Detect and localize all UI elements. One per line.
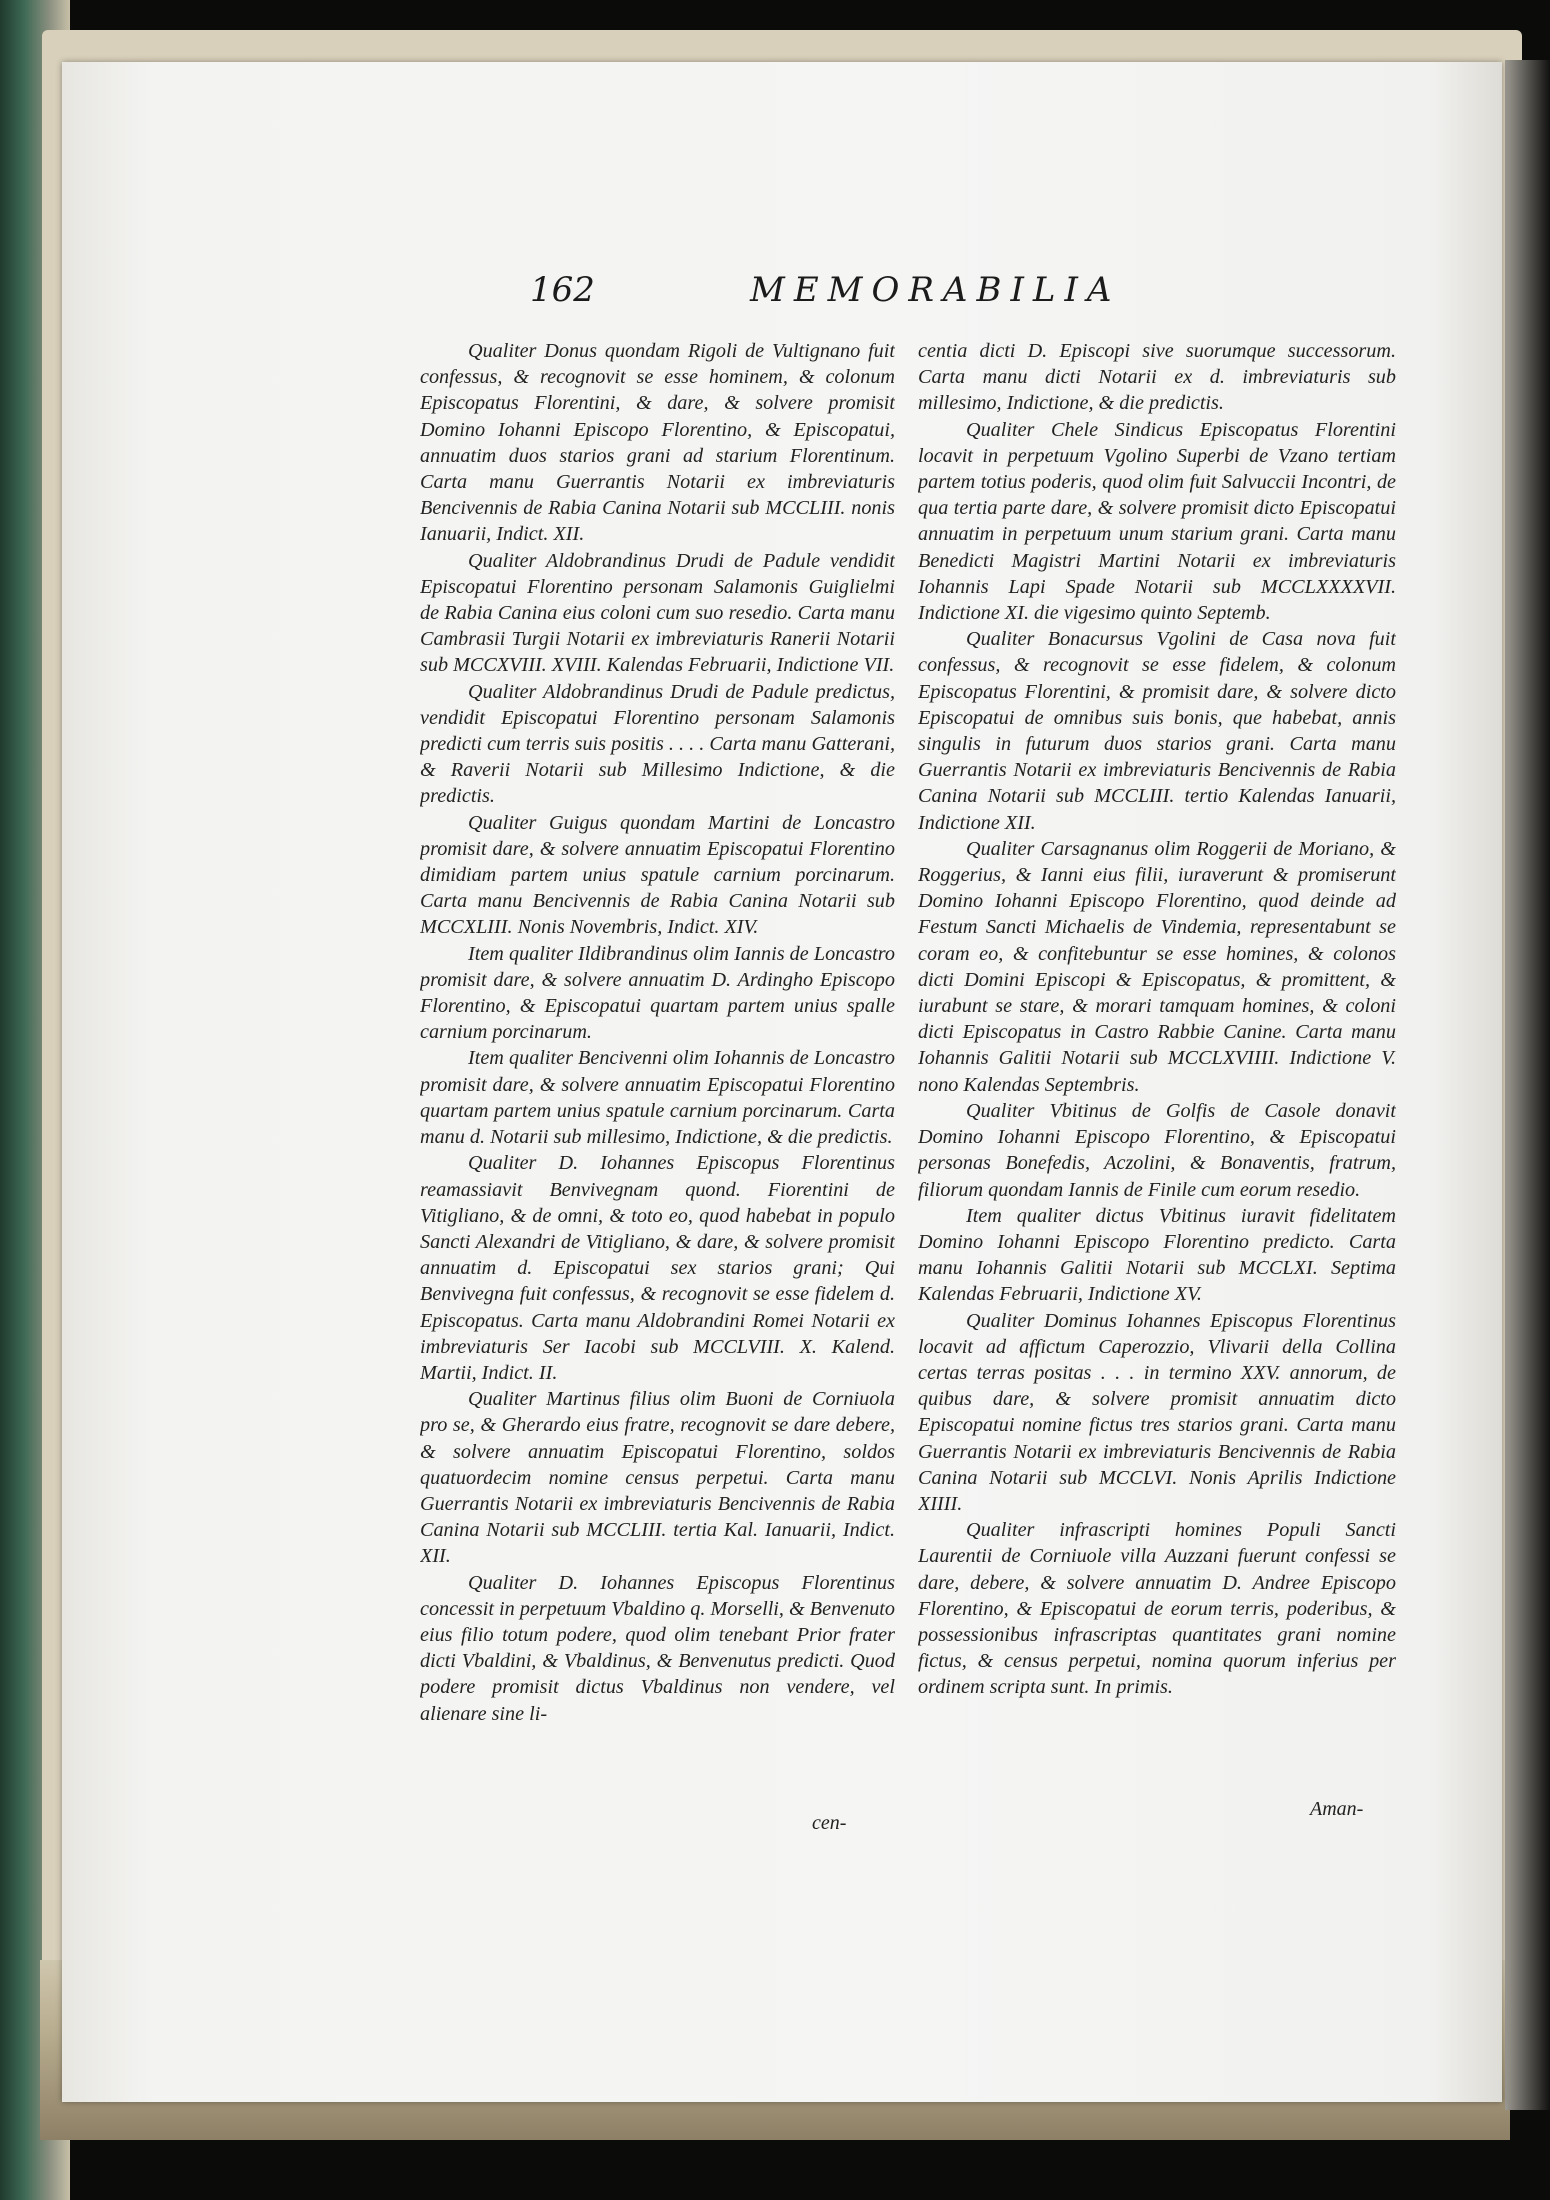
paragraph: Qualiter Martinus filius olim Buoni de Corniuola pro se, & Gherardo eius fratre, recognovit se dare debere, & solvere annuatim Episcopatui Florentino, soldos quatuordecim nomine census perpetui. Carta manu Guerrantis Notarii ex imbreviaturis Bencivennis de Rabia Canina Notarii sub MCCLIII. tertia Kal. Ianuarii, Indict. XII. [420, 1388, 895, 1568]
paragraph: centia dicti D. Episcopi sive suorumque successorum. Carta manu dicti Notarii ex d. imbreviaturis sub millesimo, Indictione, & die predictis. [918, 340, 1396, 415]
paragraph: Qualiter Donus quondam Rigoli de Vultignano fuit confessus, & recognovit se esse hominem, & colonum Episcopatus Florentini, & dare, & solvere promisit Domino Iohanni Episcopo Florentino, & Episcopatui, annuatim duos starios grani ad starium Florentinum. Carta manu Guerrantis Notarii ex imbreviaturis Bencivennis de Rabia Canina Notarii sub MCCLIII. nonis Ianuarii, Indict. XII. [420, 340, 895, 546]
paragraph: Qualiter infrascripti homines Populi Sancti Laurentii de Corniuole villa Auzzani fuerunt confessi se dare, debere, & solvere annuatim D. Andree Episcopo Florentino, & Episcopatui de eorum terris, poderibus, & possessionibus infrascriptas quantitates grani nomine fictus, & census perpetui, nomina quorum inferius per ordinem scripta sunt. In primis. [918, 1519, 1396, 1699]
paragraph: Qualiter D. Iohannes Episcopus Florentinus reamassiavit Benvivegnam quond. Fiorentini de Vitigliano, & de omni, & toto eo, quod habebat in populo Sancti Alexandri de Vitigliano, & dare, & solvere promisit annuatim d. Episcopatui sex starios grani; Qui Benvivegna fuit confessus, & recognovit se esse fidelem d. Episcopatus. Carta manu Aldobrandini Romei Notarii ex imbreviaturis Ser Iacobi sub MCCLVIII. X. Kalend. Martii, Indict. II. [420, 1152, 895, 1384]
running-head [530, 270, 1190, 330]
paragraph: Qualiter D. Iohannes Episcopus Florentinus concessit in perpetuum Vbaldino q. Morselli, & Benvenuto eius filio totum podere, quod olim tenebant Prior frater dicti Vbaldini, & Vbaldinus, & Benvenutus predicti. Quod podere promisit dictus Vbaldinus non vendere, vel alienare sine li- [420, 1571, 895, 1725]
right-text-column [918, 338, 1396, 1938]
paragraph: Qualiter Aldobrandinus Drudi de Padule predictus, vendidit Episcopatui Florentino personam Salamonis predicti cum terris suis positis . . . . Carta manu Gatterani, & Raverii Notarii sub Millesimo Indictione, & die predictis. [420, 680, 895, 808]
paragraph: Qualiter Bonacursus Vgolini de Casa nova fuit confessus, & recognovit se esse fidelem, & colonum Episcopatus Florentini, & promisit dare, & solvere dicto Episcopatui de omnibus suis bonis, que habebat, annis singulis in futurum duos starios grani. Carta manu Guerrantis Notarii ex imbreviaturis Bencivennis de Rabia Canina Notarii sub MCCLIII. tertio Kalendas Ianuarii, Indictione XII. [918, 628, 1396, 834]
gutter-shadow [1505, 60, 1550, 2110]
right-catchword: Aman- [1310, 1798, 1364, 1820]
paragraph: Qualiter Aldobrandinus Drudi de Padule vendidit Episcopatui Florentino personam Salamonis Guiglielmi de Rabia Canina eius coloni cum suo resedio. Carta manu Cambrasii Turgii Notarii ex imbreviaturis Ranerii Notarii sub MCCXVIII. XVIII. Kalendas Februarii, Indictione VII. [420, 549, 895, 677]
left-catchword: cen- [812, 1812, 847, 1834]
paragraph: Item qualiter Ildibrandinus olim Iannis de Loncastro promisit dare, & solvere annuatim D. Ardingho Episcopo Florentino, & Episcopatui quartam partem unius spalle carnium porcinarum. [420, 942, 895, 1044]
paragraph: Item qualiter dictus Vbitinus iuravit fidelitatem Domino Iohanni Episcopo Florentino predicto. Carta manu Iohannis Galitii Notarii sub MCCLXI. Septima Kalendas Februarii, Indictione XV. [918, 1204, 1396, 1306]
paragraph: Qualiter Dominus Iohannes Episcopus Florentinus locavit ad affictum Caperozzio, Vlivarii della Collina certas terras positas . . . in termino XXV. annorum, de quibus dare, & solvere promisit annuatim dicto Episcopatui nomine fictus tres starios grani. Carta manu Guerrantis Notarii ex imbreviaturis Bencivennis de Rabia Canina Notarii sub MCCLVI. Nonis Aprilis Indictione XIIII. [918, 1309, 1396, 1515]
paragraph: Qualiter Vbitinus de Golfis de Casole donavit Domino Iohanni Episcopo Florentino, & Episcopatui personas Bonefedis, Aczolini, & Bonaventis, fratrum, filiorum quondam Iannis de Finile cum eorum resedio. [918, 1099, 1396, 1201]
left-text-column [420, 338, 895, 1938]
running-title: MEMORABILIA [750, 270, 1121, 310]
paragraph: Item qualiter Bencivenni olim Iohannis de Loncastro promisit dare, & solvere annuatim Episcopatui Florentino quartam partem unius spatule carnium porcinarum. Carta manu d. Notarii sub millesimo, Indictione, & die predictis. [420, 1047, 895, 1149]
page-number: 162 [530, 270, 595, 310]
paragraph: Qualiter Guigus quondam Martini de Loncastro promisit dare, & solvere annuatim Episcopatui Florentino dimidiam partem unius spatule carnium porcinarum. Carta manu Bencivennis de Rabia Canina Notarii sub MCCXLIII. Nonis Novembris, Indict. XIV. [420, 811, 895, 939]
paragraph: Qualiter Chele Sindicus Episcopatus Florentini locavit in perpetuum Vgolino Superbi de Vzano tertiam partem totius poderis, quod olim fuit Salvuccii Incontri, de qua tertia parte dare, & solvere promisit dicto Episcopatui annuatim in perpetuum unum starium grani. Carta manu Benedicti Magistri Martini Notarii ex imbreviaturis Iohannis Lapi Spade Notarii sub MCCLXXXXVII. Indictione XI. die vigesimo quinto Septemb. [918, 418, 1396, 625]
paragraph: Qualiter Carsagnanus olim Roggerii de Moriano, & Roggerius, & Ianni eius filii, iuraverunt & promiserunt Domino Iohanni Episcopo Florentino, quod deinde ad Festum Sancti Michaelis de Vindemia, representabunt se coram eo, & confitebuntur se esse homines, & colonos dicti Domini Episcopi & Episcopatus, & promittent, & iurabunt se stare, & morari tamquam homines, & coloni dicti Episcopatus in Castro Rabbie Canine. Carta manu Iohannis Galitii Notarii sub MCCLXVIIII. Indictione V. nono Kalendas Septembris. [918, 837, 1396, 1096]
